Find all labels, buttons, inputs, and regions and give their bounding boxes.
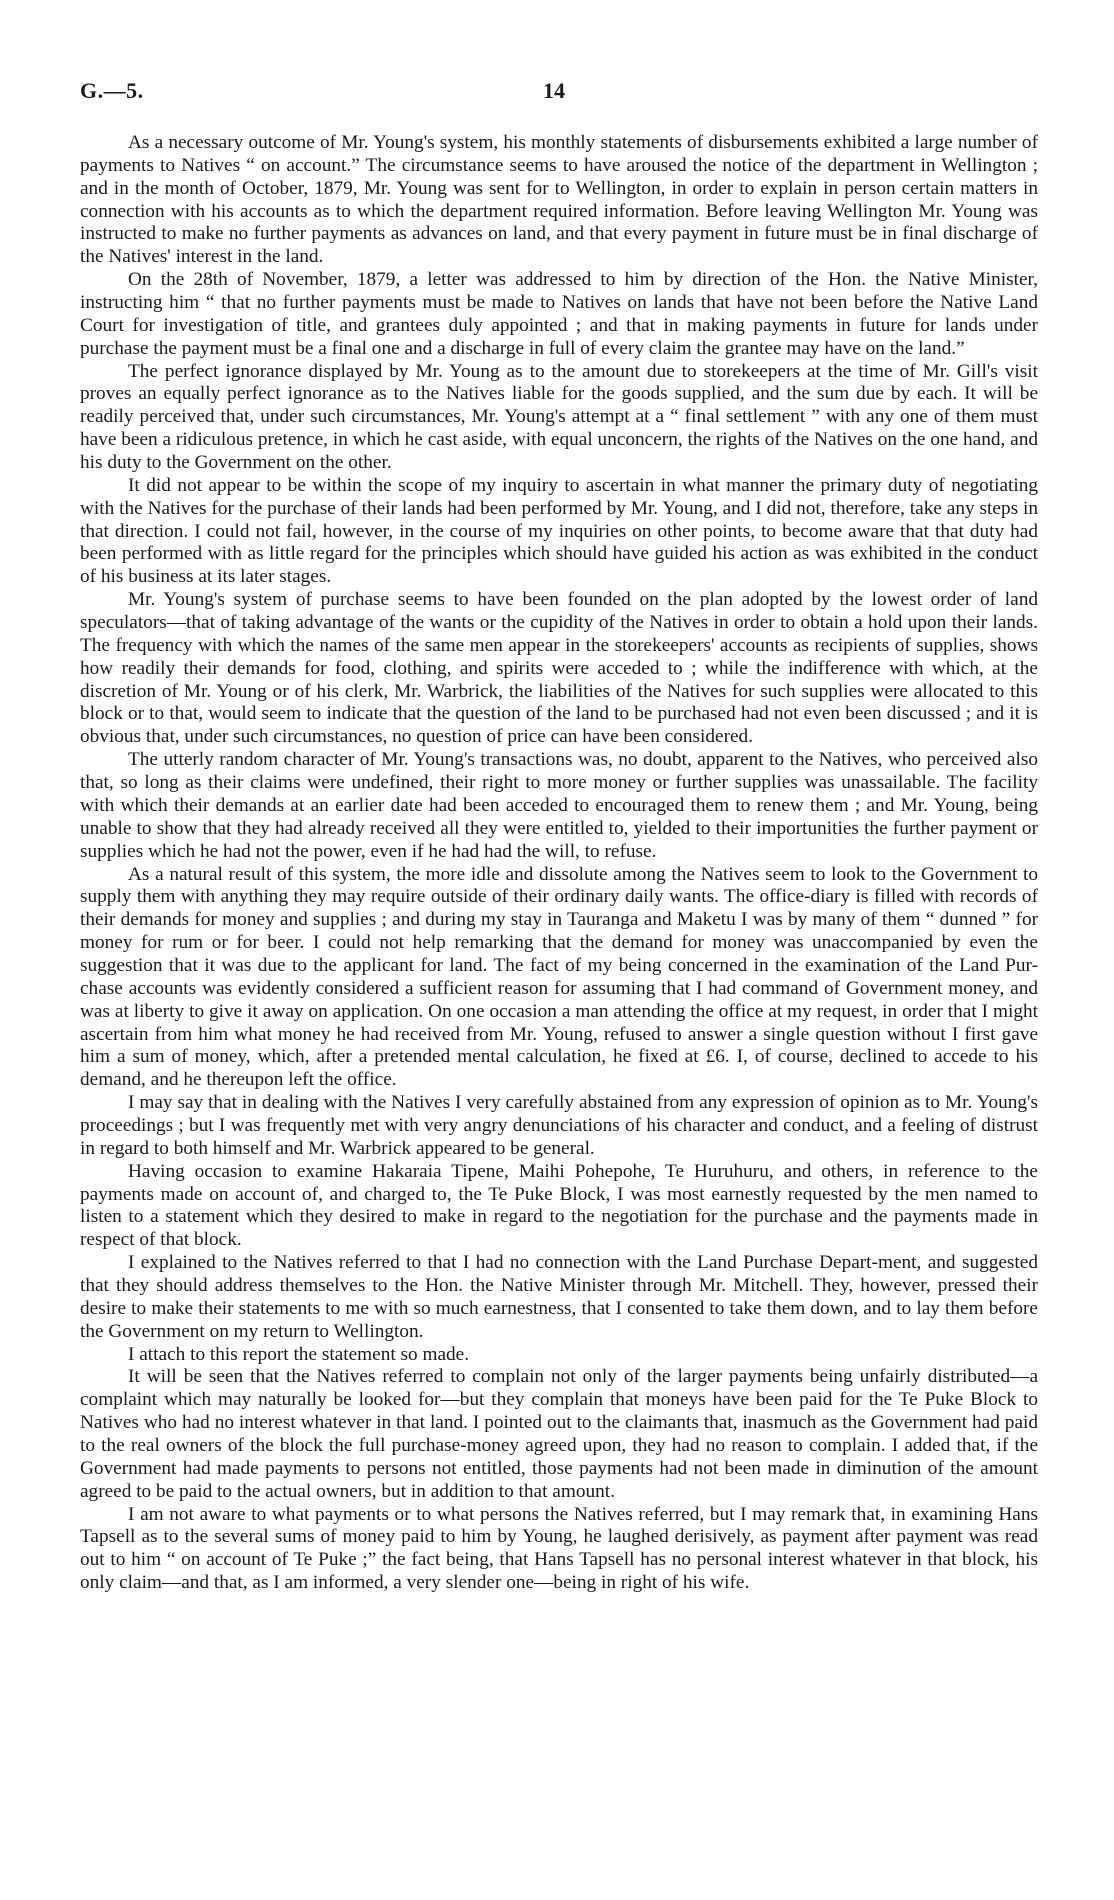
- report-reference: G.—5.: [80, 78, 144, 103]
- paragraph: I attach to this report the statement so made.: [128, 1343, 470, 1365]
- paragraph: It will be seen that the Natives referred to complain not only of the larger payments being unfairly distributed—a complaint which may naturally be looked for—but they complain that moneys have been paid for the Te Puke Block to Natives who had no interest whatever in that land. I pointed out to the claimants that, inasmuch as the Government had paid to the real owners of the block the full purchase-money agreed upon, they had no reason to complain. I added that, if the Government had made payments to persons not entitled, those payments had not been made in diminution of the amount agreed to be paid to the actual owners, but in addition to that amount.: [80, 1366, 1038, 1502]
- paragraph: The utterly random character of Mr. Young's transactions was, no doubt, apparent to the Natives, who perceived also that, so long as their claims were undefined, their right to more money or further supplies was unassailable. The facility with which their demands at an earlier date had been acceded to encouraged them to renew them ; and Mr. Young, being unable to show that they had already received all they were entitled to, yielded to their importunities the further payment or supplies which he had not the power, even if he had had the will, to refuse.: [80, 749, 1038, 862]
- page-number: 14: [543, 78, 565, 103]
- paragraph: As a necessary outcome of Mr. Young's system, his monthly statements of disbursements exhibited a large number of payments to Natives “ on account.” The circumstance seems to have aroused the notice of the department in Wellington ; and in the month of October, 1879, Mr. Young was sent for to Wellington, in order to explain in person certain matters in connection with his accounts as to which the department required information. Before leaving Wellington Mr. Young was instructed to make no further payments as advances on land, and that every payment in future must be in final discharge of the Natives' interest in the land.: [80, 132, 1038, 268]
- paragraph: It did not appear to be within the scope of my inquiry to ascertain in what manner the primary duty of negotiating with the Natives for the purchase of their lands had been performed by Mr. Young, and I did not, therefore, take any steps in that direction. I could not fail, however, in the course of my inquiries on other points, to become aware that that duty had been performed with as little regard for the principles which should have guided his action as was exhibited in the conduct of his business at its later stages.: [80, 474, 1038, 588]
- report-body: [80, 132, 1038, 1595]
- paragraph: The perfect ignorance displayed by Mr. Young as to the amount due to storekeepers at the time of Mr. Gill's visit proves an equally perfect ignorance as to the Natives liable for the goods supplied, and the sum due by each. It will be readily perceived that, under such circumstances, Mr. Young's attempt at a “ final settlement ” with any one of them must have been a ridiculous pretence, in which he cast aside, with equal unconcern, the rights of the Natives on the one hand, and his duty to the Government on the other.: [80, 360, 1038, 474]
- paragraph: Having occasion to examine Hakaraia Tipene, Maihi Pohepohe, Te Huruhuru, and others, in reference to the payments made on account of, and charged to, the Te Puke Block, I was most earnestly requested by the men named to listen to a statement which they desired to make in regard to the negotiation for the purchase and the payments made in respect of that block.: [80, 1160, 1038, 1251]
- paragraph: Mr. Young's system of purchase seems to have been founded on the plan adopted by the lowest order of land speculators—that of taking advantage of the wants or the cupidity of the Natives in order to obtain a hold upon their lands. The frequency with which the names of the same men appear in the storekeepers' accounts as recipients of supplies, shows how readily their demands for food, clothing, and spirits were acceded to ; while the indifference with which, at the discretion of Mr. Young or of his clerk, Mr. Warbrick, the liabilities of the Natives for such supplies were allocated to this block or to that, would seem to indicate that the question of the land to be purchased had not even been discussed ; and it is obvious that, under such circumstances, no question of price can have been considered.: [80, 589, 1038, 748]
- paragraph: As a natural result of this system, the more idle and dissolute among the Natives seem to look to the Government to supply them with anything they may require outside of their ordinary daily wants. The office-diary is filled with records of their demands for money and supplies ; and during my stay in Tauranga and Maketu I was by many of them “ dunned ” for money for rum or for beer. I could not help remarking that the demand for money was unaccompanied by even the suggestion that it was due to the applicant for land. The fact of my being concerned in the examination of the Land Pur-chase accounts was evidently considered a sufficient reason for assuming that I had command of Government money, and was at liberty to give it away on application. On one occasion a man attending the office at my request, in order that I might ascertain from him what money he had received from Mr. Young, refused to answer a single question without I first gave him a sum of money, which, after a pretended mental calculation, he fixed at £6. I, of course, declined to accede to his demand, and he thereupon left the office.: [80, 863, 1038, 1091]
- paragraph: I may say that in dealing with the Natives I very carefully abstained from any expression of opinion as to Mr. Young's proceedings ; but I was frequently met with very angry denunciations of his character and conduct, and a feeling of distrust in regard to both himself and Mr. Warbrick appeared to be general.: [80, 1092, 1038, 1159]
- paragraph: I explained to the Natives referred to that I had no connection with the Land Purchase Depart-ment, and suggested that they should address themselves to the Hon. the Native Minister through Mr. Mitchell. They, however, pressed their desire to make their statements to me with so much earnestness, that I consented to take them down, and to lay them before the Government on my return to Wellington.: [80, 1252, 1038, 1342]
- paragraph: I am not aware to what payments or to what persons the Natives referred, but I may remark that, in examining Hans Tapsell as to the several sums of money paid to him by Young, he laughed derisively, as payment after payment was read out to him “ on account of Te Puke ;” the fact being, that Hans Tapsell has no personal interest whatever in that block, his only claim—and that, as I am informed, a very slender one—being in right of his wife.: [80, 1503, 1038, 1594]
- paragraph: On the 28th of November, 1879, a letter was addressed to him by direction of the Hon. the Native Minister, instructing him “ that no further payments must be made to Natives on lands that have not been before the Native Land Court for investigation of title, and grantees duly appointed ; and that in making payments in future for lands under purchase the payment must be a final one and a discharge in full of every claim the grantee may have on the land.”: [80, 269, 1038, 359]
